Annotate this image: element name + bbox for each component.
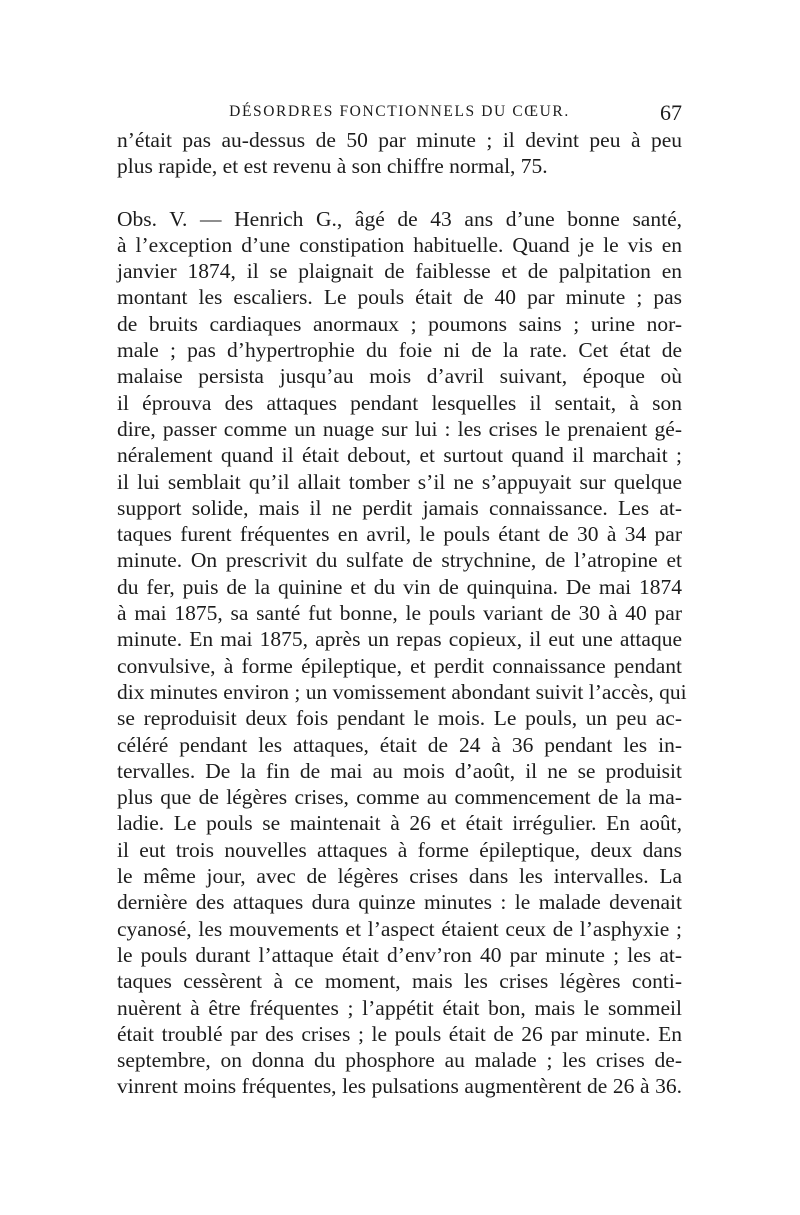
paragraph: [117, 127, 682, 180]
text-line: support solide, mais il ne perdit jamais connaissance. Les at-: [117, 495, 682, 520]
text-line: minute. En mai 1875, après un repas copieux, il eut une attaque: [117, 627, 682, 652]
running-title: DÉSORDRES FONCTIONNELS DU CŒUR.: [229, 103, 570, 120]
text-line: était troublé par des crises ; le pouls était de 26 par minute. En: [117, 1021, 682, 1046]
text-line: cyanosé, les mouvements et l’aspect étaient ceux de l’asphyxie ;: [117, 916, 682, 941]
text-line: janvier 1874, il se plaignait de faiblesse et de palpitation en: [117, 259, 682, 284]
text-line: du fer, puis de la quinine et du vin de quinquina. De mai 1874: [117, 574, 682, 599]
page-number: 67: [660, 100, 682, 125]
text-line: le pouls durant l’attaque était d’env’ron 40 par minute ; les at-: [117, 942, 682, 967]
text-line: taques furent fréquentes en avril, le pouls étant de 30 à 34 par: [117, 522, 682, 547]
text-line: n’était pas au-dessus de 50 par minute ; il devint peu à peu: [117, 128, 682, 152]
text-line: vinrent moins fréquentes, les pulsations augmentèrent de 26 à 36.: [117, 1074, 682, 1099]
running-head: [117, 100, 682, 124]
text-line: dix minutes environ ; un vomissement abondant suivit l’accès, qui: [117, 679, 687, 704]
text-line: montant les escaliers. Le pouls était de 40 par minute ; pas: [117, 285, 682, 310]
text-line: plus que de légères crises, comme au commencement de la ma-: [117, 785, 682, 810]
paragraph-observation-v: [117, 206, 687, 1100]
text-line: ladie. Le pouls se maintenait à 26 et était irrégulier. En août,: [117, 811, 682, 836]
text-line: il eut trois nouvelles attaques à forme épileptique, deux dans: [117, 837, 682, 862]
text-line: septembre, on donna du phosphore au malade ; les crises de-: [117, 1048, 682, 1073]
text-line: convulsive, à forme épileptique, et perdit connaissance pendant: [117, 653, 682, 678]
text-line: Obs. V. — Henrich G., âgé de 43 ans d’une bonne santé,: [117, 206, 682, 231]
paragraph-spacer: [117, 180, 682, 206]
text-line: le même jour, avec de légères crises dans les intervalles. La: [117, 864, 682, 889]
text-line: malaise persista jusqu’au mois d’avril suivant, époque où: [117, 364, 682, 389]
text-line: dernière des attaques dura quinze minutes : le malade devenait: [117, 890, 682, 915]
text-line: nuèrent à être fréquentes ; l’appétit était bon, mais le sommeil: [117, 995, 682, 1020]
text-line: dire, passer comme un nuage sur lui : les crises le prenaient gé-: [117, 416, 682, 441]
text-line: de bruits cardiaques anormaux ; poumons sains ; urine nor-: [117, 311, 682, 336]
text-line: minute. On prescrivit du sulfate de strychnine, de l’atropine et: [117, 548, 682, 573]
text-line: tervalles. De la fin de mai au mois d’août, il ne se produisit: [117, 758, 682, 783]
text-line: céléré pendant les attaques, était de 24 à 36 pendant les in-: [117, 732, 682, 757]
text-line: néralement quand il était debout, et surtout quand il marchait ;: [117, 443, 682, 468]
body-text: [117, 127, 687, 1100]
text-line: il lui semblait qu’il allait tomber s’il ne s’appuyait sur quelque: [117, 469, 682, 494]
text-line: se reproduisit deux fois pendant le mois. Le pouls, un peu ac-: [117, 706, 682, 731]
text-line: il éprouva des attaques pendant lesquelles il sentait, à son: [117, 390, 682, 415]
text-line: à mai 1875, sa santé fut bonne, le pouls variant de 30 à 40 par: [117, 601, 682, 626]
text-line: plus rapide, et est revenu à son chiffre normal, 75.: [117, 154, 548, 179]
text-line: à l’exception d’une constipation habituelle. Quand je le vis en: [117, 232, 682, 257]
text-line: taques cessèrent à ce moment, mais les crises légères conti-: [117, 969, 682, 994]
text-line: male ; pas d’hypertrophie du foie ni de la rate. Cet état de: [117, 338, 682, 363]
